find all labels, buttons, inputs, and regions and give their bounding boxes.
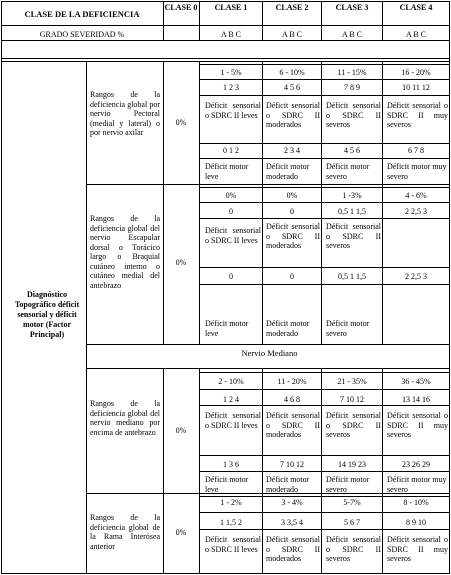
grid-line bbox=[449, 1, 450, 574]
escapular-range-4: 4 - 6% bbox=[405, 191, 427, 200]
header-clase1: CLASE 1 bbox=[214, 3, 248, 12]
mediano-motor-text-4: Déficit motor muy severo bbox=[387, 475, 447, 494]
pectoral-clase0: 0% bbox=[175, 118, 187, 127]
escapular-motor-text-2: Déficit motor moderado bbox=[266, 319, 310, 338]
grid-line bbox=[199, 455, 450, 456]
mediano-range-3: 21 - 35% bbox=[337, 377, 367, 386]
header-clase0: CLASE 0 bbox=[164, 3, 198, 12]
mediano-sens-text-2: Déficit sensorial o SDRC II moderados bbox=[266, 411, 320, 439]
interosea-sens-values-1: 1 1,5 2 bbox=[220, 518, 242, 527]
grid-line bbox=[199, 267, 450, 268]
pectoral-sens-values-2: 4 5 6 bbox=[284, 83, 300, 92]
grid-line bbox=[163, 61, 164, 344]
interosea-range-3: 5-7% bbox=[343, 498, 361, 507]
pectoral-sens-text-3: Déficit sensorial o SDRC II severos bbox=[326, 101, 381, 129]
abc-clase2: A B C bbox=[281, 30, 302, 39]
pectoral-sens-text-1: Déficit sensorial o SDRC II leves bbox=[205, 101, 261, 120]
abc-clase1: A B C bbox=[220, 30, 241, 39]
mediano-sens-values-3: 7 10 12 bbox=[340, 395, 364, 404]
grid-line bbox=[86, 61, 87, 573]
grid-line bbox=[199, 1, 200, 40]
grid-line bbox=[382, 1, 383, 40]
grid-line bbox=[199, 512, 450, 513]
interosea-sens-values-3: 5 6 7 bbox=[344, 518, 360, 527]
grid-line bbox=[262, 1, 263, 40]
pectoral-range-2: 6 - 10% bbox=[279, 68, 305, 77]
grid-line bbox=[199, 64, 450, 65]
mediano-sens-values-1: 1 2 4 bbox=[223, 395, 239, 404]
pectoral-motor-values-3: 4 5 6 bbox=[344, 146, 360, 155]
pectoral-motor-text-3: Déficit motor severo bbox=[326, 162, 370, 181]
grid-line bbox=[1, 573, 450, 574]
escapular-sens-text-3: Déficit sensorial o SDRC II severos bbox=[326, 222, 381, 250]
interosea-range-4: 8 - 10% bbox=[403, 498, 429, 507]
header-clase-deficiencia: CLASE DE LA DEFICIENCIA bbox=[24, 10, 140, 19]
grid-line bbox=[1, 1, 2, 574]
header-clase3: CLASE 3 bbox=[335, 3, 369, 12]
mediano-motor-text-2: Déficit motor moderado bbox=[266, 475, 310, 494]
escapular-sens-values-4: 2 2,5 3 bbox=[405, 207, 427, 216]
mediano-range-1: 2 - 10% bbox=[218, 377, 244, 386]
grid-line bbox=[199, 471, 450, 472]
grid-line bbox=[86, 368, 450, 369]
grid-line bbox=[163, 1, 164, 40]
escapular-sens-text-1: Déficit sensorial o SDRC II leves bbox=[205, 226, 261, 245]
interosea-description: Rangos de la deficiencia global de la Rama Interósea anterior bbox=[90, 513, 160, 551]
grid-line bbox=[199, 158, 450, 159]
escapular-sens-values-1: 0 bbox=[229, 207, 233, 216]
mediano-clase0: 0% bbox=[175, 426, 187, 435]
abc-clase3: A B C bbox=[341, 30, 362, 39]
pectoral-description: Rangos de la deficiencia global por nervio Pectoral (medial y lateral) o por nervio axilar bbox=[90, 90, 160, 137]
escapular-range-1: 0% bbox=[225, 191, 237, 200]
grid-line bbox=[1, 40, 450, 41]
escapular-range-2: 0% bbox=[286, 191, 298, 200]
header-clase4: CLASE 4 bbox=[399, 3, 433, 12]
escapular-motor-values-3: 0,5 1 1,5 bbox=[338, 272, 366, 281]
grid-line bbox=[199, 405, 450, 406]
escapular-motor-values-2: 0 bbox=[290, 272, 294, 281]
grid-line bbox=[86, 493, 450, 494]
pectoral-motor-values-1: 0 1 2 bbox=[223, 146, 239, 155]
mediano-range-4: 36 - 45% bbox=[401, 377, 431, 386]
abc-clase4: A B C bbox=[405, 30, 426, 39]
interosea-sens-values-4: 8 9 10 bbox=[406, 518, 426, 527]
mediano-motor-values-4: 23 26 29 bbox=[402, 460, 430, 469]
mediano-motor-values-1: 1 3 6 bbox=[223, 460, 239, 469]
grid-line bbox=[199, 218, 450, 219]
grid-line bbox=[321, 1, 322, 40]
pectoral-motor-text-4: Déficit motor muy severo bbox=[387, 162, 447, 181]
pectoral-motor-text-2: Déficit motor moderado bbox=[266, 162, 310, 181]
escapular-range-3: 1 -3% bbox=[342, 191, 362, 200]
grid-line bbox=[199, 79, 450, 80]
grid-line bbox=[199, 529, 450, 530]
mediano-sens-text-3: Déficit sensorial o SDRC II severos bbox=[326, 411, 381, 439]
mediano-sens-values-4: 13 14 16 bbox=[402, 395, 430, 404]
mediano-description: Rangos de la deficiencia global del nervio mediano por encima de antebrazo bbox=[90, 399, 160, 437]
grid-line bbox=[199, 496, 450, 497]
interosea-range-1: 1 - 2% bbox=[220, 498, 242, 507]
pectoral-sens-values-4: 10 11 12 bbox=[402, 83, 430, 92]
mediano-sens-text-4: Déficit sensorial o SDRC II muy severos bbox=[387, 411, 448, 439]
mediano-motor-text-3: Déficit motor severo bbox=[326, 475, 370, 494]
pectoral-motor-text-1: Déficit motor leve bbox=[205, 162, 249, 181]
pectoral-range-3: 11 - 15% bbox=[337, 68, 367, 77]
grid-line bbox=[199, 187, 450, 188]
interosea-sens-values-2: 3 3,5 4 bbox=[281, 518, 303, 527]
interosea-range-2: 3 - 4% bbox=[281, 498, 303, 507]
grid-line bbox=[199, 202, 450, 203]
mediano-motor-values-2: 7 10 12 bbox=[280, 460, 304, 469]
interosea-clase0: 0% bbox=[175, 528, 187, 537]
escapular-motor-text-1: Déficit motor leve bbox=[205, 319, 249, 338]
mediano-sens-values-2: 4 6 8 bbox=[284, 395, 300, 404]
grid-line bbox=[199, 143, 450, 144]
grid-line bbox=[86, 344, 450, 345]
pectoral-sens-values-3: 7 8 9 bbox=[344, 83, 360, 92]
escapular-motor-values-1: 0 bbox=[229, 272, 233, 281]
escapular-motor-text-3: Déficit motor severo bbox=[326, 319, 370, 338]
escapular-motor-text-4 bbox=[387, 319, 448, 339]
pectoral-range-1: 1 - 5% bbox=[220, 68, 242, 77]
header-clase2: CLASE 2 bbox=[275, 3, 309, 12]
grid-line bbox=[199, 95, 450, 96]
grid-line bbox=[199, 389, 450, 390]
pectoral-sens-text-4: Déficit sensorial o SDRC II muy severos bbox=[387, 101, 448, 129]
interosea-sens-text-1: Déficit sensorial o SDRC II leves bbox=[205, 535, 261, 554]
pectoral-sens-values-1: 1 2 3 bbox=[223, 83, 239, 92]
grid-line bbox=[199, 372, 450, 373]
interosea-sens-text-3: Déficit sensorial o SDRC II severos bbox=[326, 535, 381, 563]
escapular-sens-values-2: 0 bbox=[290, 207, 294, 216]
mediano-motor-text-1: Déficit motor leve bbox=[205, 475, 249, 494]
pectoral-sens-text-2: Déficit sensorial o SDRC II moderados bbox=[266, 101, 320, 129]
grid-line bbox=[199, 284, 450, 285]
nervio-mediano-title: Nervio Mediano bbox=[241, 349, 298, 358]
escapular-sens-text-2: Déficit sensorial o SDRC II moderados bbox=[266, 222, 320, 250]
escapular-sens-values-3: 0,5 1 1,5 bbox=[338, 207, 366, 216]
escapular-motor-values-4: 2 2,5 3 bbox=[405, 272, 427, 281]
grid-line bbox=[163, 368, 164, 573]
grado-severidad-label: GRADO SEVERIDAD % bbox=[39, 30, 125, 39]
interosea-sens-text-4: Déficit sensorial o SDRC II muy severos bbox=[387, 535, 448, 563]
escapular-description: Rangos de la deficiencia global del nervio Escapular dorsal o Torácico largo o Braquial cutáneo interno o cutáneo medial del antebrazo bbox=[90, 214, 160, 290]
escapular-sens-text-4 bbox=[387, 222, 448, 264]
pectoral-motor-values-4: 6 7 8 bbox=[408, 146, 424, 155]
grid-line bbox=[86, 184, 450, 185]
mediano-motor-values-3: 14 19 23 bbox=[338, 460, 366, 469]
pectoral-motor-values-2: 2 3 4 bbox=[284, 146, 300, 155]
mediano-sens-text-1: Déficit sensorial o SDRC II leves bbox=[205, 411, 261, 430]
diagnostico-label: Diagnóstico Topográfico déficit sensorial y déficit motor (Factor Principal) bbox=[14, 290, 80, 339]
escapular-clase0: 0% bbox=[175, 258, 187, 267]
mediano-range-2: 11 - 20% bbox=[277, 377, 307, 386]
interosea-sens-text-2: Déficit sensorial o SDRC II moderados bbox=[266, 535, 320, 563]
pectoral-range-4: 16 - 20% bbox=[401, 68, 431, 77]
grid-line bbox=[1, 58, 450, 59]
